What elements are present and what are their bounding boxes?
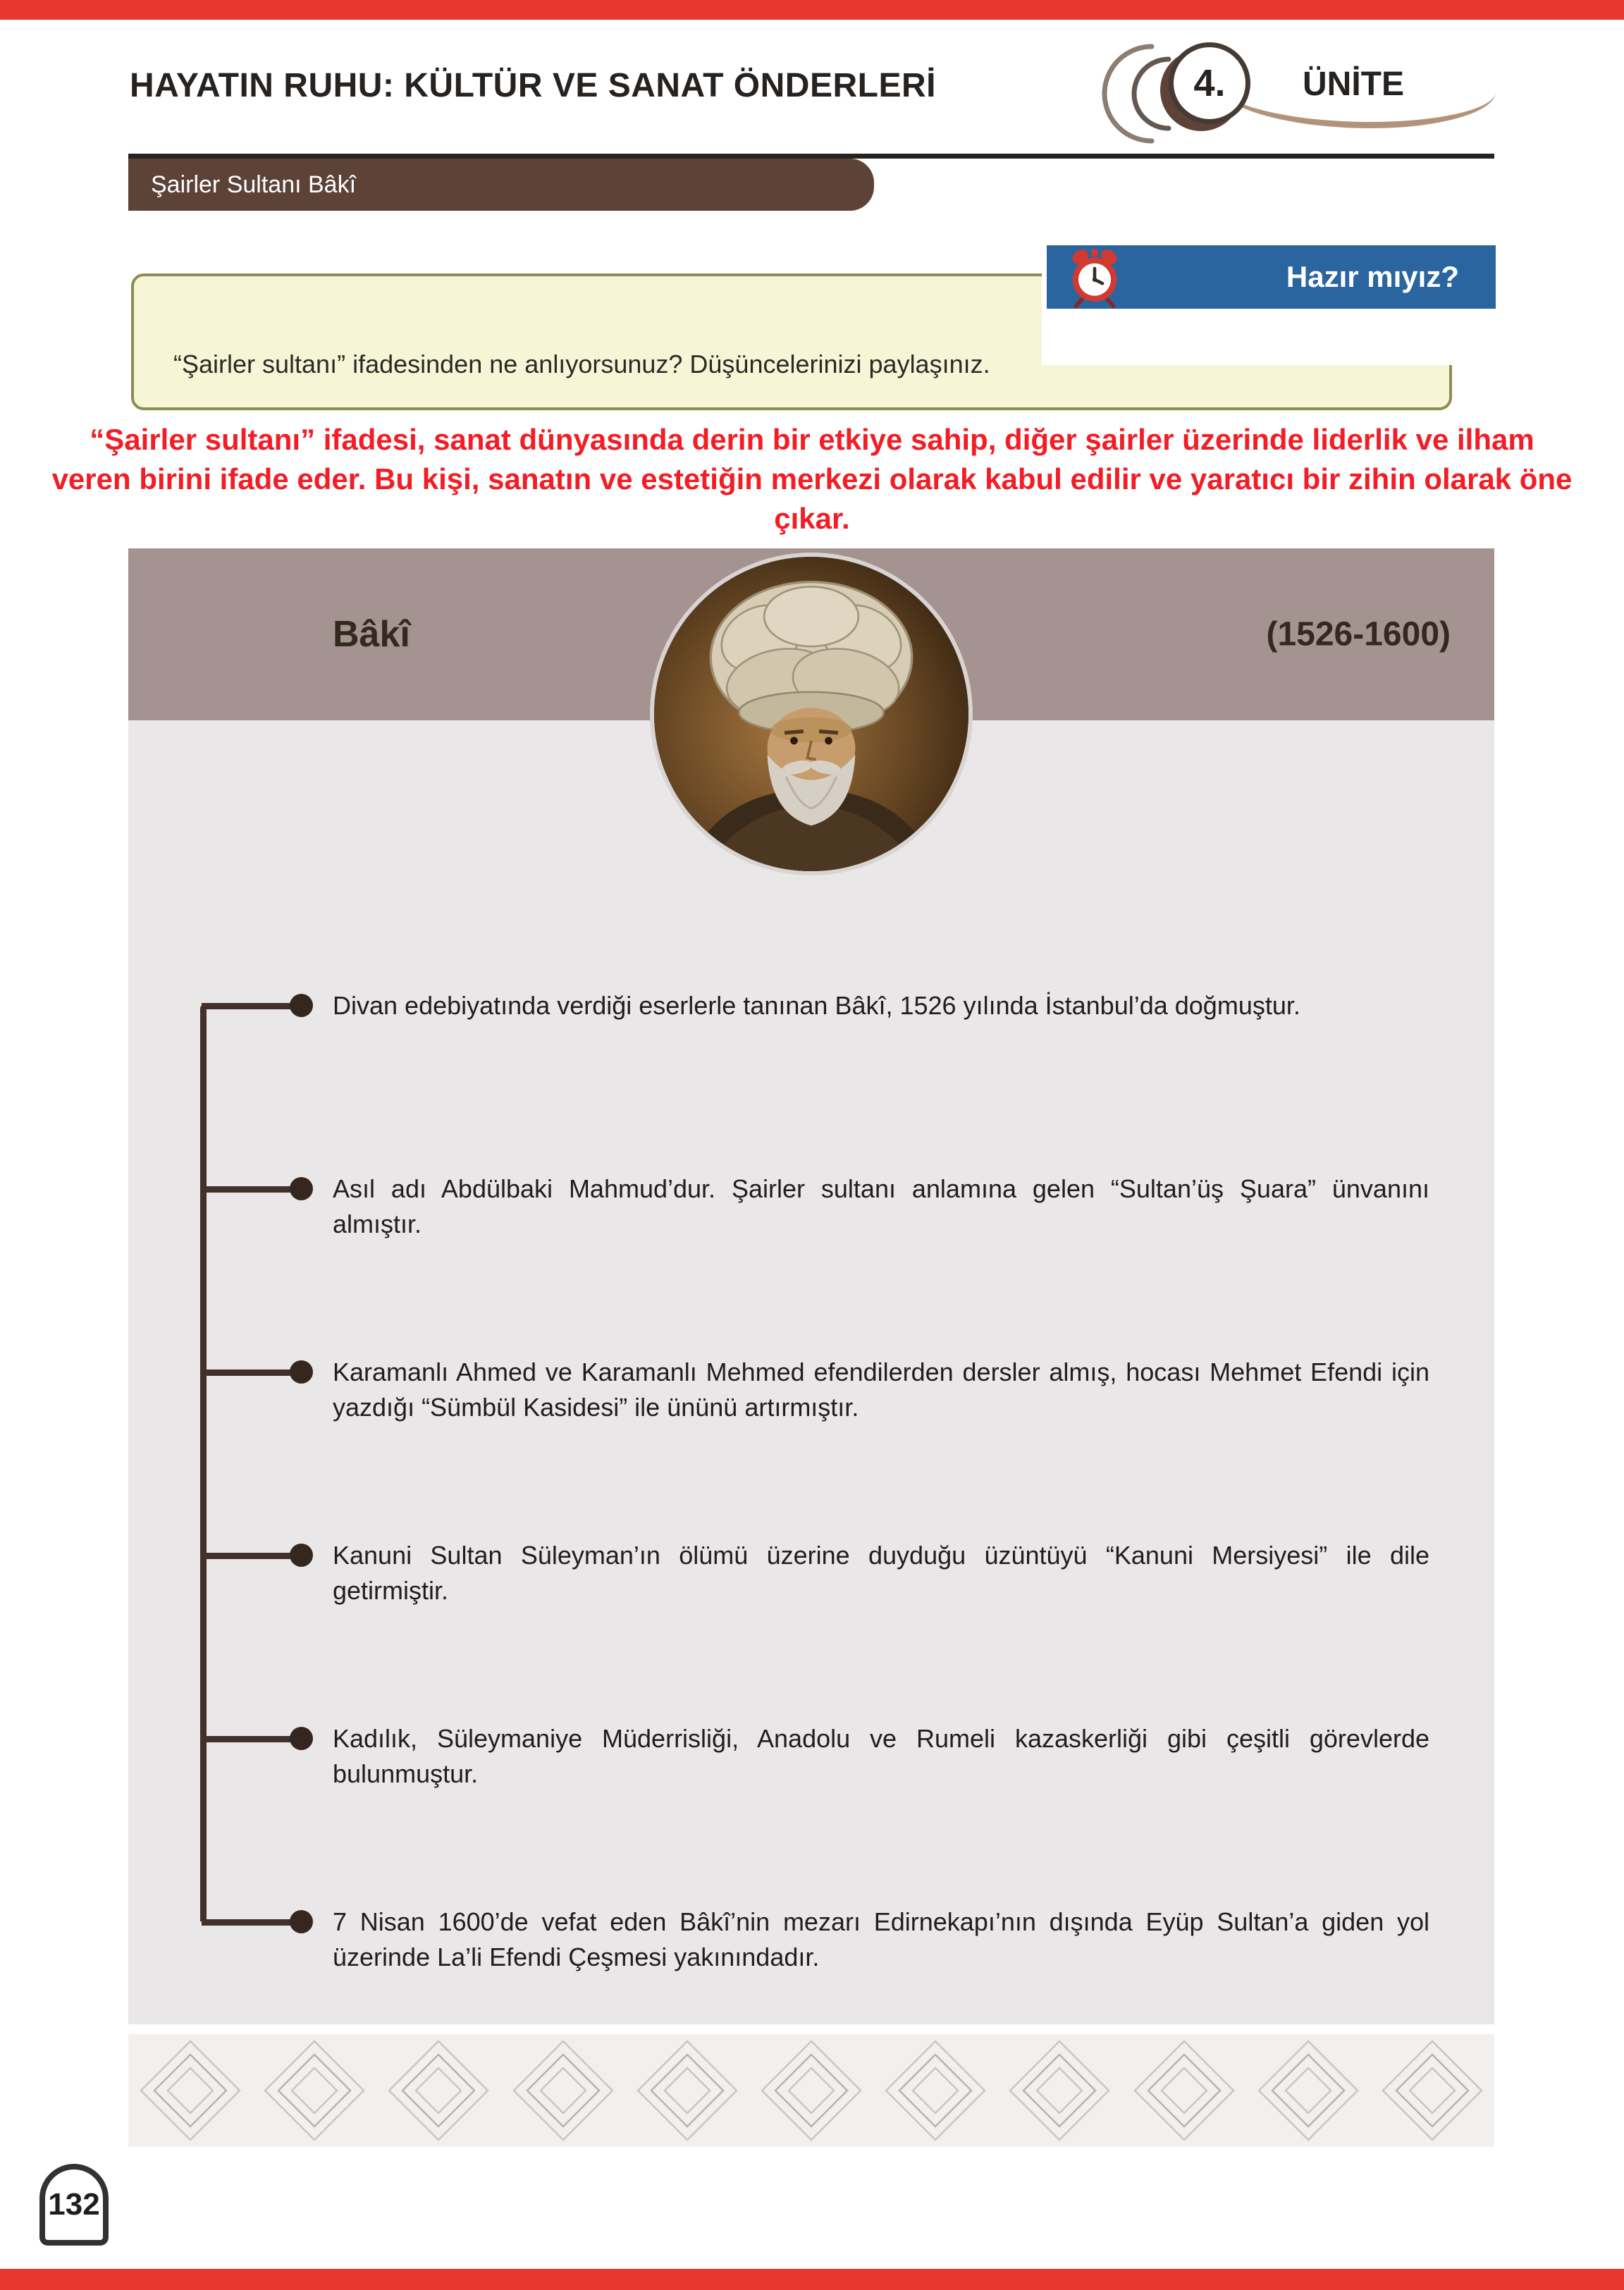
page-number: 132 <box>48 2187 100 2222</box>
timeline-item-text: 7 Nisan 1600’de vefat eden Bâkî’nin mezarı Edirnekapı’nın dışında Eyüp Sultan’a giden yol üzerinde La’li Efendi Çeşmesi yakınındadır. <box>333 1907 1429 1971</box>
timeline-item <box>128 1721 1494 1841</box>
baki-portrait-image <box>654 557 968 871</box>
page-number-badge <box>39 2164 109 2246</box>
poet-portrait <box>650 553 973 875</box>
unit-number-circle <box>1169 42 1250 124</box>
timeline-item-text: Kadılık, Süleymaniye Müderrisliği, Anadolu ve Rumeli kazaskerliği gibi çeşitli görevlerde bulunmuştur. <box>333 1724 1429 1788</box>
unit-label: ÜNİTE <box>1303 66 1404 103</box>
ornament-strip <box>128 2034 1494 2147</box>
timeline-item-text: Divan edebiyatında verdiği eserlerle tanınan Bâkî, 1526 yılında İstanbul’da doğmuştur. <box>333 991 1300 1020</box>
page-title: HAYATIN RUHU: KÜLTÜR VE SANAT ÖNDERLERİ <box>130 67 936 104</box>
timeline-item-text: Karamanlı Ahmed ve Karamanlı Mehmed efendilerden dersler almış, hocası Mehmet Efendi için yazdığı “Sümbül Kasidesi” ile ününü artırmıştır. <box>333 1358 1429 1422</box>
timeline-item <box>128 1171 1494 1291</box>
header-divider <box>128 154 1494 159</box>
unit-badge <box>1101 34 1496 151</box>
top-red-bar <box>0 0 1624 20</box>
timeline-item-text: Asıl adı Abdülbaki Mahmud’dur. Şairler sultanı anlamına gelen “Sultan’üş Şuara” ünvanını almıştır. <box>333 1174 1429 1238</box>
question-text: “Şairler sultanı” ifadesinden ne anlıyorsunuz? Düşüncelerinizi paylaşınız. <box>173 350 990 378</box>
timeline-item <box>128 1538 1494 1658</box>
timeline-item <box>128 1904 1494 2024</box>
biography-panel <box>128 720 1494 2024</box>
unit-arcs-icon <box>1101 41 1179 147</box>
ready-banner-label: Hazır mıyız? <box>1286 260 1459 293</box>
poet-years: (1526-1600) <box>1266 615 1451 653</box>
ready-banner <box>1047 245 1496 309</box>
section-tab-label: Şairler Sultanı Bâkî <box>151 171 357 198</box>
timeline-item-text: Kanuni Sultan Süleyman’ın ölümü üzerine duyduğu üzüntüyü “Kanuni Mersiyesi” ile dile getirmiştir. <box>333 1541 1429 1605</box>
timeline-item <box>128 988 1494 1108</box>
bottom-red-bar <box>0 2269 1624 2290</box>
diamond-ornament-icon <box>128 2034 1494 2147</box>
unit-number: 4. <box>1193 62 1226 104</box>
poet-name: Bâkî <box>333 614 410 655</box>
timeline <box>128 720 1494 2024</box>
answer-text: “Şairler sultanı” ifadesi, sanat dünyasında derin bir etkiye sahip, diğer şairler üzerinde liderlik ve ilham veren birini ifade eder. Bu kişi, sanatın ve estetiğin merkezi olarak kabul edilir ve yaratıcı bir zihin olarak öne çıkar. <box>51 423 1573 535</box>
timeline-item <box>128 1355 1494 1475</box>
alarm-clock-icon <box>1062 244 1127 309</box>
section-tab <box>128 159 874 211</box>
